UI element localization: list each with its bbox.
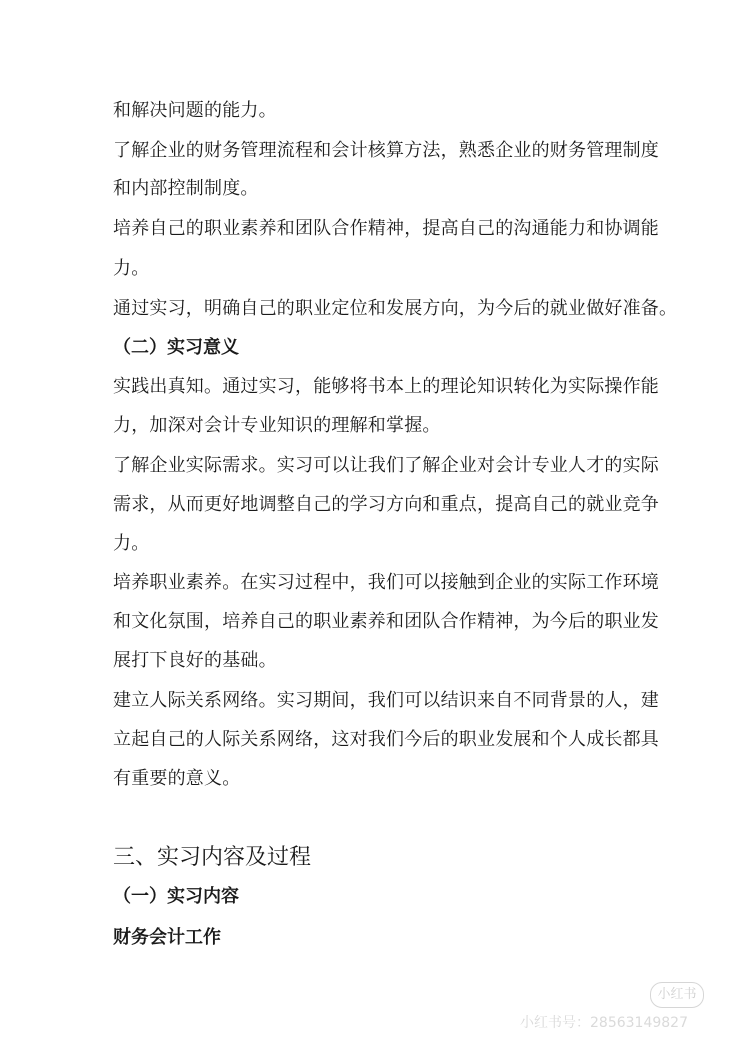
paragraph-line: 建立人际关系网络。实习期间，我们可以结识来自不同背景的人，建: [113, 690, 659, 711]
paragraph-line: 和解决问题的能力。: [113, 100, 277, 121]
paragraph-line: 和内部控制制度。: [113, 178, 259, 199]
section-subheading: 财务会计工作: [113, 927, 221, 948]
paragraph-line: 立起自己的人际关系网络，这对我们今后的职业发展和个人成长都具: [113, 729, 659, 750]
paragraph-line: 力。: [113, 258, 150, 279]
section-subheading: （一）实习内容: [113, 886, 239, 907]
watermark-logo: 小红书: [650, 982, 704, 1008]
paragraph-line: 力。: [113, 533, 150, 554]
paragraph-line: 了解企业实际需求。实习可以让我们了解企业对会计专业人才的实际: [113, 455, 659, 476]
paragraph-line: 实践出真知。通过实习，能够将书本上的理论知识转化为实际操作能: [113, 376, 659, 397]
section-subheading: （二）实习意义: [113, 337, 239, 358]
paragraph-line: 和文化氛围，培养自己的职业素养和团队合作精神，为今后的职业发: [113, 611, 659, 632]
watermark-id: 小红书号：2856314982​7: [520, 1015, 688, 1031]
section-heading: 三、实习内容及过程: [113, 845, 312, 870]
paragraph-line: 培养职业素养。在实习过程中，我们可以接触到企业的实际工作环境: [113, 572, 659, 593]
paragraph-line: 通过实习，明确自己的职业定位和发展方向，为今后的就业做好准备。: [113, 298, 678, 319]
paragraph-line: 培养自己的职业素养和团队合作精神，提高自己的沟通能力和协调能: [113, 218, 659, 239]
paragraph-line: 有重要的意义。: [113, 768, 241, 789]
paragraph-line: 需求，从而更好地调整自己的学习方向和重点，提高自己的就业竞争: [113, 494, 659, 515]
paragraph-line: 力，加深对会计专业知识的理解和掌握。: [113, 415, 441, 436]
paragraph-line: 了解企业的财务管理流程和会计核算方法，熟悉企业的财务管理制度: [113, 140, 659, 161]
paragraph-line: 展打下良好的基础。: [113, 650, 277, 671]
